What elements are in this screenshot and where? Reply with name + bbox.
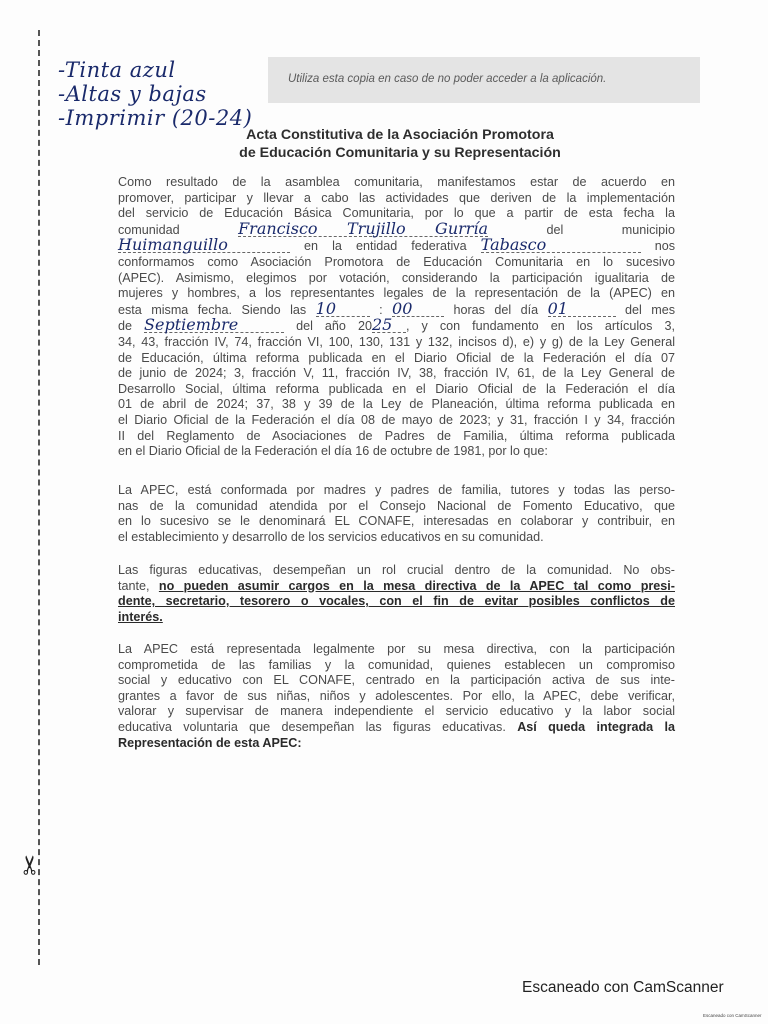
label-municipio: del municipio xyxy=(546,222,675,237)
label-anio: del año 20 xyxy=(296,319,372,334)
copy-notice-text: Utiliza esta copia en caso de no poder acceder a la aplicación. xyxy=(288,73,607,85)
hora-field: 10 xyxy=(316,302,370,317)
p1-line: conformamos como Asociación Promotora de Educación Comunitaria en lo sucesivo xyxy=(118,254,675,269)
p3-line: Las figuras educativas, desempeñan un rol crucial dentro de la comunidad. No obs- xyxy=(118,563,675,577)
p1-line: II del Reglamento de Asociaciones de Padres de Familia, última reforma publicada xyxy=(118,428,675,443)
paragraph-conformacion xyxy=(118,483,675,545)
label-entidad: en la entidad federativa xyxy=(304,239,467,254)
p4-line: social y educativo con EL CONAFE, centrado en la participación activa de sus inte- xyxy=(118,673,675,688)
copy-notice-banner xyxy=(268,57,700,103)
dia-field: 01 xyxy=(548,302,616,317)
mes-field: Septiembre xyxy=(144,318,284,333)
p1-line: promover, participar y llevar a cabo las actividades que deriven de la implementación xyxy=(118,190,675,205)
p3-emphasis-line: dente, secretario, tesorero o vocales, con el fin de evitar posibles conflictos de xyxy=(118,594,675,609)
minutos-field: 00 xyxy=(392,302,444,317)
p3-tante: tante, xyxy=(118,578,150,593)
paragraph-representacion xyxy=(118,642,675,751)
comunidad-field: Francisco Trujillo Gurría xyxy=(238,218,489,238)
p1-line: del servicio de Educación Básica Comunitaria, por lo que a partir de esta fecha la xyxy=(118,206,675,221)
p3-emphasis-line: interés. xyxy=(118,609,163,624)
handwritten-note-2: -Altas y bajas xyxy=(58,82,207,106)
p1-line: Como resultado de la asamblea comunitaria, manifestamos estar de acuerdo en xyxy=(118,175,675,189)
label-siendo: esta misma fecha. Siendo las xyxy=(118,302,307,317)
label-horas-dia: horas del día xyxy=(453,302,539,317)
handwritten-note-1: -Tinta azul xyxy=(58,58,176,82)
p2-line: en lo sucesivo se le denominará EL CONAFE, interesadas en colaborar y contribuir, en xyxy=(118,514,675,529)
p4-emphasis: Así queda integrada la xyxy=(517,719,676,734)
p4-line xyxy=(118,720,675,736)
entidad-field: Tabasco xyxy=(481,238,641,253)
label-nos: nos xyxy=(654,239,676,254)
title-line-2: de Educación Comunitaria y su Representación xyxy=(239,145,561,161)
p2-line: nas de la comunidad atendida por el Consejo Nacional de Fomento Educativo, que xyxy=(118,498,675,513)
cut-line xyxy=(38,30,40,965)
p1-line-municipio xyxy=(118,235,676,255)
label-de: de xyxy=(118,319,133,334)
p2-line: el establecimiento y desarrollo de los servicios educativos en su comunidad. xyxy=(118,529,544,544)
p1-line: en el Diario Oficial de la Federación el día 16 de octubre de 1981, por lo que: xyxy=(118,444,548,459)
p1-line: 01 de abril de 2024; 37, 38 y 39 de la Ley de Planeación, última reforma publicada en xyxy=(118,397,675,412)
p1-line: 34, 43, fracción IV, 74, fracción VI, 100, 130, 131 y 132, incisos d), e) y g) de la Ley General xyxy=(118,334,675,349)
p1-line: (APEC). Asimismo, elegimos por votación, considerando la participación igualitaria de xyxy=(118,270,675,285)
p4-line: comprometida de las familias y la comunidad, quienes establecen un compromiso xyxy=(118,657,675,672)
p4-line: La APEC está representada legalmente por su mesa directiva, con la participación xyxy=(118,642,675,656)
municipio-field: Huimanguillo xyxy=(118,238,290,253)
p4-line: valorar y supervisar de manera independiente el servicio educativo y la labor social xyxy=(118,704,675,719)
p3-emphasis: no pueden asumir cargos en la mesa directiva de la APEC tal como presi- xyxy=(158,578,675,593)
label-fundamento: , y con fundamento en los artículos 3, xyxy=(405,319,675,334)
p1-line-mes xyxy=(118,315,675,335)
p1-line: el Diario Oficial de la Federación el día 08 de mayo de 2023; y 31, fracción I y 34, fracción xyxy=(118,412,675,427)
anio-field: 25 xyxy=(372,318,406,333)
handwritten-note-3: -Imprimir (20-24) xyxy=(58,106,253,130)
p4-line: grantes a favor de sus niñas, niños y adolescentes. Por ello, la APEC, debe verificar, xyxy=(118,688,675,703)
paragraph-fundamento xyxy=(118,175,675,460)
p4-text: educativa voluntaria que desempeñan las figuras educativas. xyxy=(118,719,506,734)
scanner-watermark-small: Escaneado con CamScanner xyxy=(703,1013,762,1018)
label-comunidad: comunidad xyxy=(118,222,180,237)
p4-emphasis-line: Representación de esta APEC: xyxy=(118,735,302,750)
title-line-1: Acta Constitutiva de la Asociación Promotora xyxy=(246,127,554,143)
label-del-mes: del mes xyxy=(625,302,676,317)
p1-line: de junio de 2024; 3, fracción V, 11, fracción IV, 38, fracción IV, 61, de la Ley General de xyxy=(118,366,675,381)
p1-line: de Educación, última reforma publicada en el Diario Oficial de la Federación el día 07 xyxy=(118,350,675,365)
paragraph-figuras-educativas xyxy=(118,563,675,625)
scissors-icon: ✂ xyxy=(15,854,46,876)
time-separator: : xyxy=(379,302,383,317)
document-title xyxy=(200,126,600,162)
p3-line xyxy=(118,579,675,595)
scanner-watermark: Escaneado con CamScanner xyxy=(522,979,724,996)
p1-line: Desarrollo Social, última reforma publicada en el Diario Oficial de la Federación el día xyxy=(118,381,675,396)
p2-line: La APEC, está conformada por madres y padres de familia, tutores y todas las perso- xyxy=(118,483,675,497)
p1-line: mujeres y hombres, a los representantes legales de la representación de la (APEC) en xyxy=(118,286,675,301)
